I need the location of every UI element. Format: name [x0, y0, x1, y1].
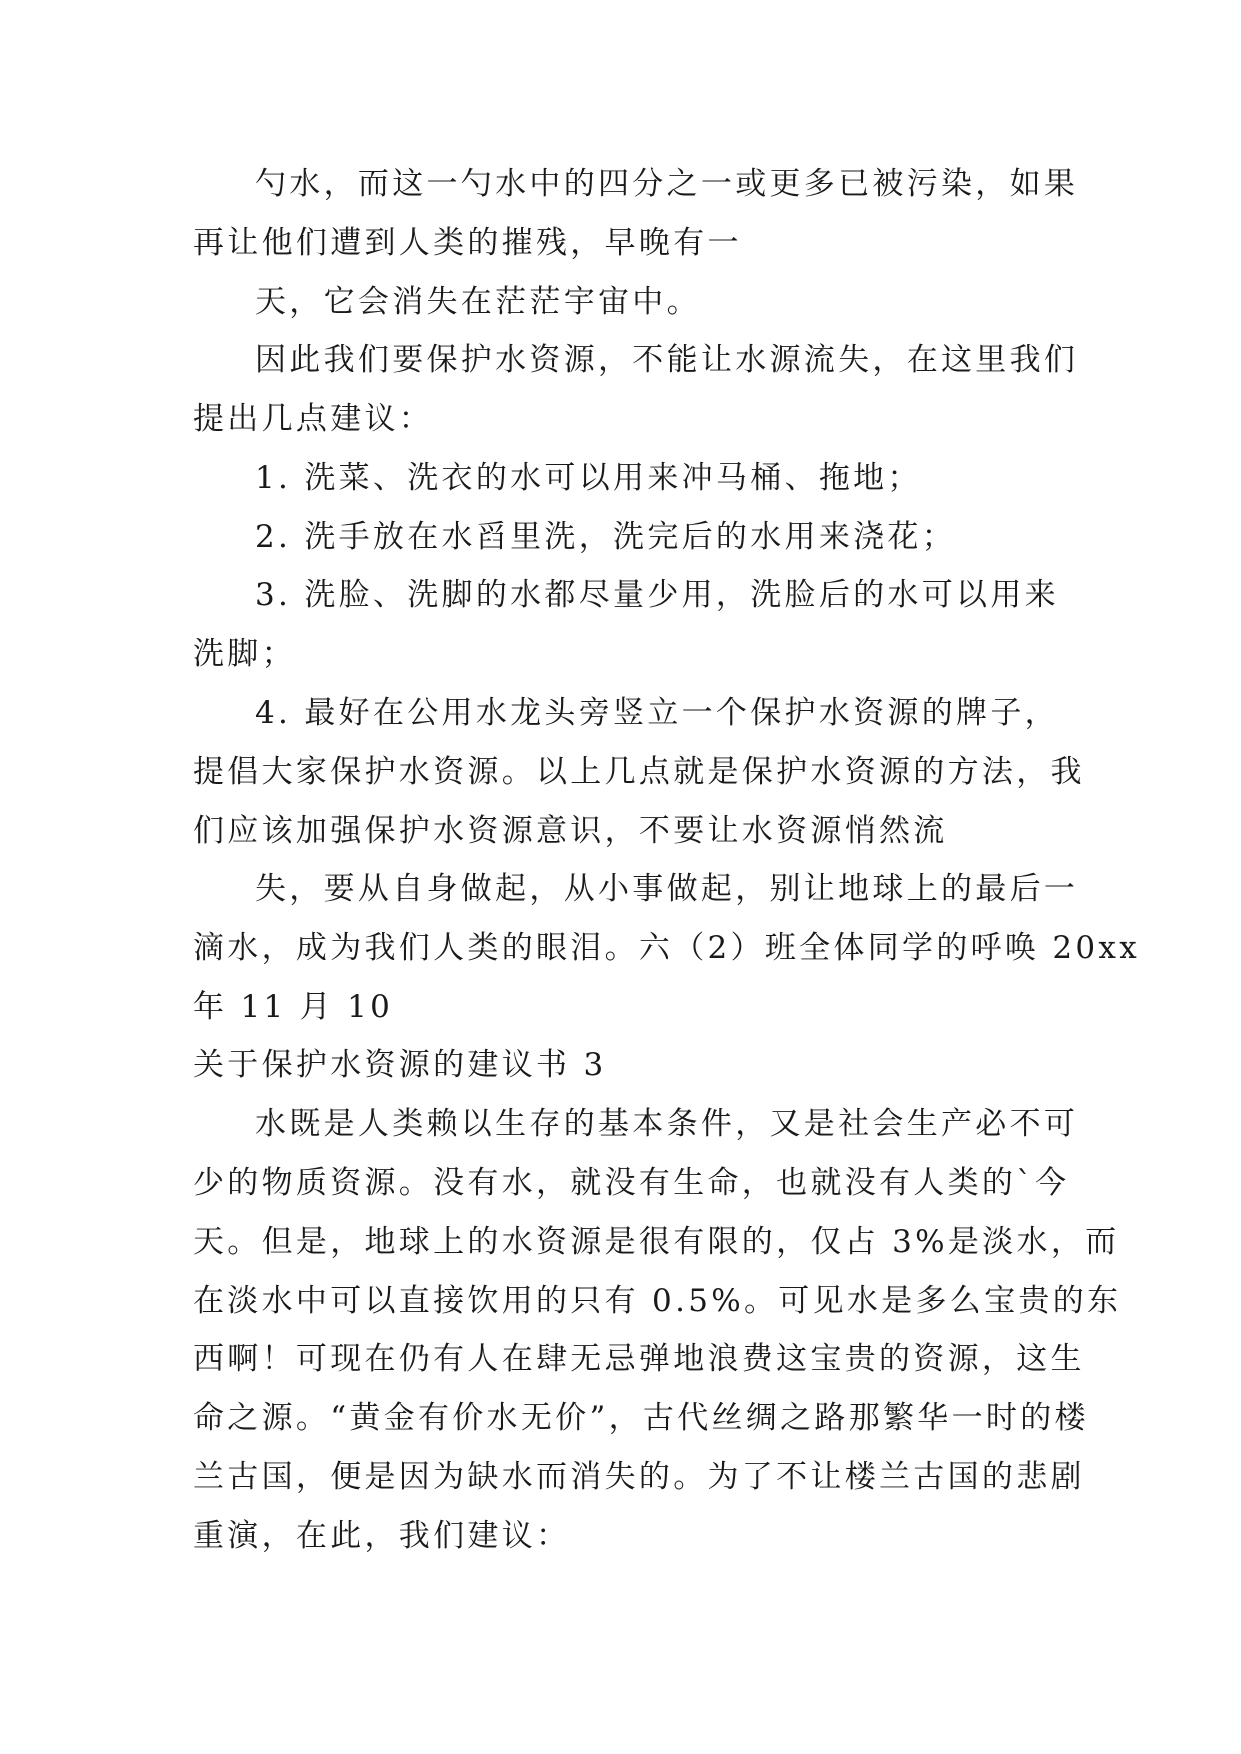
paragraph-line: 兰古国，便是因为缺水而消失的。为了不让楼兰古国的悲剧	[193, 1459, 1085, 1495]
paragraph-line: 提倡大家保护水资源。以上几点就是保护水资源的方法，我	[193, 754, 1085, 790]
paragraph-line: 水既是人类赖以生存的基本条件，又是社会生产必不可	[255, 1106, 1079, 1142]
section-heading: 关于保护水资源的建议书 3	[193, 1047, 607, 1083]
paragraph-line: 因此我们要保护水资源，不能让水源流失，在这里我们	[255, 342, 1079, 378]
paragraph-line: 年 11 月 10	[193, 989, 394, 1025]
list-item: 3. 洗脸、洗脚的水都尽量少用，洗脸后的水可以用来	[255, 577, 1059, 613]
paragraph-line: 重演，在此，我们建议：	[193, 1518, 571, 1554]
paragraph-line: 天，它会消失在茫茫宇宙中。	[255, 284, 701, 320]
paragraph-line: 失，要从自身做起，从小事做起，别让地球上的最后一	[255, 871, 1079, 907]
list-item: 2. 洗手放在水舀里洗，洗完后的水用来浇花；	[255, 519, 957, 555]
paragraph-line: 在淡水中可以直接饮用的只有 0.5%。可见水是多么宝贵的东	[193, 1283, 1122, 1319]
list-item: 4. 最好在公用水龙头旁竖立一个保护水资源的牌子，	[255, 695, 1059, 731]
paragraph-line: 西啊！可现在仍有人在肆无忌弹地浪费这宝贵的资源，这生	[193, 1341, 1085, 1377]
list-item: 1. 洗菜、洗衣的水可以用来冲马桶、拖地；	[255, 460, 922, 496]
paragraph-line: 天。但是，地球上的水资源是很有限的，仅占 3%是淡水，而	[193, 1224, 1120, 1260]
paragraph-line: 提出几点建议：	[193, 401, 434, 437]
paragraph-line: 勺水，而这一勺水中的四分之一或更多已被污染，如果	[255, 166, 1079, 202]
paragraph-line: 少的物质资源。没有水，就没有生命，也就没有人类的`今	[193, 1165, 1070, 1201]
paragraph-line: 滴水，成为我们人类的眼泪。六（2）班全体同学的呼唤 20xx	[193, 930, 1140, 966]
paragraph-line: 命之源。“黄金有价水无价”，古代丝绸之路那繁华一时的楼	[193, 1400, 1089, 1436]
paragraph-line: 们应该加强保护水资源意识，不要让水资源悄然流	[193, 813, 948, 849]
paragraph-line: 再让他们遭到人类的摧残，早晚有一	[193, 225, 742, 261]
paragraph-line: 洗脚；	[193, 636, 296, 672]
